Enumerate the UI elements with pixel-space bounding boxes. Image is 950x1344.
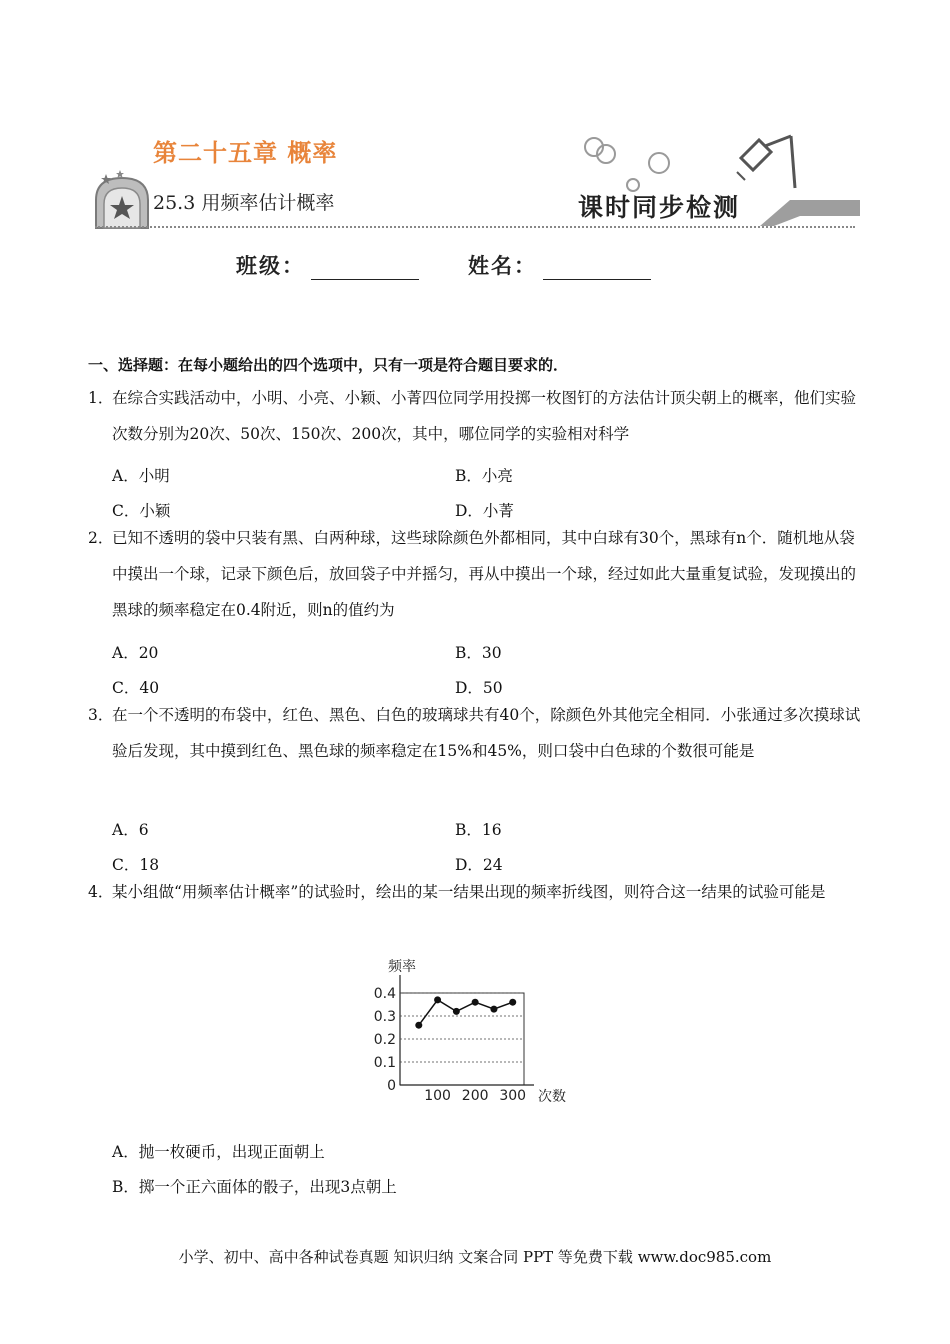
option-c[interactable]: C．18 <box>112 856 160 874</box>
series-line <box>419 1000 513 1025</box>
question-number: 1． <box>88 389 114 407</box>
question-text: 在综合实践活动中，小明、小亮、小颖、小菁四位同学用投掷一枚图钉的方法估计顶尖朝上的概率，他们实验次数分别为20次、50次、150次、200次，其中，哪位同学的实验相对科学 <box>112 389 857 443</box>
x-tick-label: 100 <box>424 1088 451 1104</box>
header-emblem <box>92 170 152 232</box>
frequency-line-chart <box>360 945 600 1105</box>
y-tick-label: 0.3 <box>373 1009 396 1025</box>
y-tick-label: 0.1 <box>373 1055 396 1071</box>
question-text: 某小组做“用频率估计概率”的试验时，绘出的某一结果出现的频率折线图，则符合这一结果的试验可能是 <box>112 883 826 901</box>
option-b[interactable]: B．16 <box>455 821 502 839</box>
option-a[interactable]: A．抛一枚硬币，出现正面朝上 <box>112 1143 325 1161</box>
question-number: 4． <box>88 883 114 901</box>
name-label: 姓名： <box>468 253 537 278</box>
class-label: 班级： <box>236 253 305 278</box>
option-d[interactable]: D．小菁 <box>455 502 514 520</box>
bubble-icon <box>596 144 616 164</box>
data-point <box>509 999 516 1006</box>
name-field <box>468 250 651 280</box>
class-field <box>236 250 419 280</box>
lamp-icon <box>735 128 805 198</box>
question-text: 已知不透明的袋中只装有黑、白两种球，这些球除颜色外都相同，其中白球有30个，黑球有n个．随机地从袋中摸出一个球，记录下颜色后，放回袋子中并摇匀，再从中摸出一个球，经过如此大量重复试验，发现摸出的黑球的频率稳定在0.4附近，则n的值约为 <box>112 529 857 619</box>
divider <box>95 226 855 228</box>
y-tick-label: 0.2 <box>373 1032 396 1048</box>
footer-text: 小学、初中、高中各种试卷真题 知识归纳 文案合同 PPT 等免费下载 www.doc985.com <box>178 1248 772 1266</box>
badge-text: 课时同步检测 <box>578 193 741 222</box>
question-text: 在一个不透明的布袋中，红色、黑色、白色的玻璃球共有40个，除颜色外其他完全相同．小张通过多次摸球试验后发现，其中摸到红色、黑色球的频率稳定在15%和45%，则口袋中白色球的个数很可能是 <box>112 706 861 760</box>
option-a[interactable]: A．20 <box>112 644 159 662</box>
option-c[interactable]: C．小颖 <box>112 502 171 520</box>
x-tick-label: 300 <box>499 1088 527 1104</box>
data-point <box>434 996 441 1003</box>
y-tick-label: 0 <box>387 1078 396 1094</box>
data-point <box>472 999 479 1006</box>
option-b[interactable]: B．小亮 <box>455 467 513 485</box>
option-b[interactable]: B．30 <box>455 644 502 662</box>
question-number: 3． <box>88 706 114 724</box>
chapter-title: 第二十五章 概率 <box>153 139 338 167</box>
option-d[interactable]: D．50 <box>455 679 503 697</box>
y-tick-label: 0.4 <box>373 986 396 1002</box>
option-a[interactable]: A．小明 <box>112 467 170 485</box>
data-point <box>415 1022 422 1029</box>
class-blank[interactable] <box>311 257 419 280</box>
option-b[interactable]: B．掷一个正六面体的骰子，出现3点朝上 <box>112 1178 397 1196</box>
section-title: 25.3 用频率估计概率 <box>153 192 335 214</box>
y-axis-label: 频率 <box>388 959 416 975</box>
name-blank[interactable] <box>543 257 651 280</box>
option-c[interactable]: C．40 <box>112 679 160 697</box>
x-tick-label: 200 <box>461 1088 489 1104</box>
option-a[interactable]: A．6 <box>112 821 149 839</box>
x-axis-label: 次数 <box>538 1089 566 1105</box>
data-point <box>453 1008 460 1015</box>
data-point <box>490 1006 497 1013</box>
option-d[interactable]: D．24 <box>455 856 503 874</box>
question-number: 2． <box>88 529 114 547</box>
section-heading: 一、选择题：在每小题给出的四个选项中，只有一项是符合题目要求的． <box>88 356 569 374</box>
bubble-icon <box>648 152 670 174</box>
